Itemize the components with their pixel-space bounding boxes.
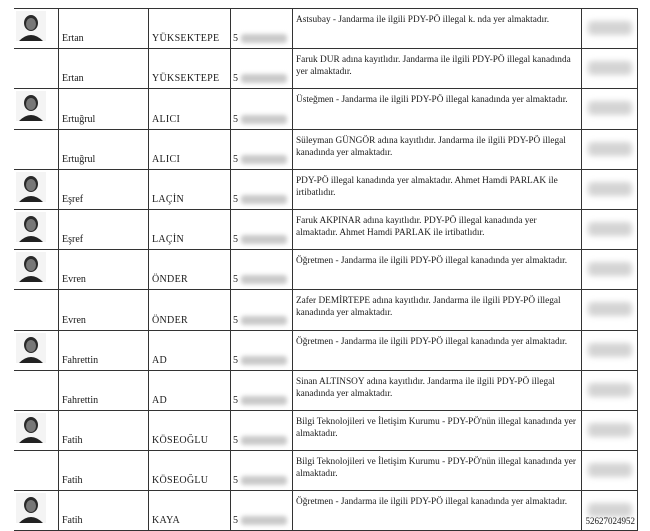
redacted-phone [241, 275, 287, 284]
description-cell [292, 290, 582, 329]
phone-prefix: 5 [233, 73, 238, 85]
face-icon [16, 91, 46, 121]
phone-cell [230, 451, 292, 490]
redacted-phone [241, 476, 287, 485]
last-name-cell [148, 451, 230, 490]
last-name-cell [148, 9, 230, 48]
last-name: LAÇİN [152, 193, 185, 205]
photo-cell [14, 130, 58, 169]
description-cell [292, 89, 582, 128]
photo-cell [14, 210, 58, 249]
id-cell [582, 170, 638, 209]
id-cell [582, 451, 638, 490]
last-name: LAÇİN [152, 234, 185, 246]
phone-cell [230, 89, 292, 128]
photo-cell [14, 491, 58, 530]
first-name: Fatih [62, 475, 83, 487]
face-icon [16, 333, 46, 363]
redacted-phone [241, 235, 287, 244]
id-cell [582, 130, 638, 169]
phone-prefix: 5 [233, 475, 238, 487]
redacted-phone [241, 316, 287, 325]
table-row [14, 130, 638, 170]
description-cell [292, 371, 582, 410]
phone-prefix: 5 [233, 354, 238, 366]
phone-prefix: 5 [233, 153, 238, 165]
photo-cell [14, 451, 58, 490]
face-icon [16, 252, 46, 282]
id-cell [582, 371, 638, 410]
photo-cell [14, 9, 58, 48]
photo-cell [14, 371, 58, 410]
redacted-id [588, 182, 632, 196]
first-name-cell [58, 9, 148, 48]
table-row [14, 411, 638, 451]
description: Öğretmen - Jandarma ile ilgili PDY-PÖ illegal kanadında yer almaktadır. [296, 256, 568, 267]
first-name-cell [58, 331, 148, 370]
first-name: Ertan [62, 33, 84, 45]
table-row [14, 170, 638, 210]
redacted-phone [241, 396, 287, 405]
id-number: 52627024952 [585, 516, 635, 527]
description-cell [292, 210, 582, 249]
phone-cell [230, 130, 292, 169]
redacted-id [588, 222, 632, 236]
redacted-phone [241, 195, 287, 204]
redacted-id [588, 21, 632, 35]
face-icon [16, 413, 46, 443]
last-name: AD [152, 394, 168, 406]
last-name: ÖNDER [152, 314, 188, 326]
last-name: KAYA [152, 515, 181, 527]
records-table [14, 8, 638, 531]
description-cell [292, 451, 582, 490]
redacted-id [588, 423, 632, 437]
photo-cell [14, 49, 58, 88]
description-cell [292, 49, 582, 88]
phone-cell [230, 331, 292, 370]
table-row [14, 290, 638, 330]
first-name-cell [58, 89, 148, 128]
description: Öğretmen - Jandarma ile ilgili PDY-PÖ illegal kanadında yer almaktadır. [296, 336, 568, 347]
table-row [14, 210, 638, 250]
table-row [14, 250, 638, 290]
phone-cell [230, 210, 292, 249]
last-name-cell [148, 130, 230, 169]
last-name-cell [148, 49, 230, 88]
phone-prefix: 5 [233, 515, 238, 527]
first-name: Eşref [62, 193, 84, 205]
photo-cell [14, 331, 58, 370]
id-cell [582, 89, 638, 128]
redacted-id [588, 101, 632, 115]
last-name-cell [148, 371, 230, 410]
table-row [14, 491, 638, 531]
id-cell [582, 331, 638, 370]
first-name: Ertan [62, 73, 84, 85]
last-name-cell [148, 331, 230, 370]
face-icon [16, 493, 46, 523]
last-name-cell [148, 250, 230, 289]
photo-cell [14, 290, 58, 329]
first-name: Fahrettin [62, 394, 99, 406]
last-name-cell [148, 290, 230, 329]
description: Zafer DEMİRTEPE adına kayıtlıdır. Jandarma ile ilgili PDY-PÖ illegal kanadında yer almaktadır. [296, 296, 561, 319]
first-name-cell [58, 210, 148, 249]
phone-prefix: 5 [233, 394, 238, 406]
redacted-id [588, 503, 632, 517]
id-cell [582, 411, 638, 450]
redacted-phone [241, 74, 287, 83]
description-cell [292, 130, 582, 169]
face-icon [16, 11, 46, 41]
description-cell [292, 331, 582, 370]
phone-cell [230, 491, 292, 530]
phone-prefix: 5 [233, 113, 238, 125]
face-icon [16, 172, 46, 202]
first-name: Ertuğrul [62, 113, 96, 125]
id-cell [582, 49, 638, 88]
last-name: KÖSEOĞLU [152, 475, 209, 487]
first-name-cell [58, 290, 148, 329]
face-icon [16, 212, 46, 242]
description: Bilgi Teknolojileri ve İletişim Kurumu - PDY-PÖ'nün illegal kanadında yer almaktadır. [296, 457, 576, 480]
first-name-cell [58, 371, 148, 410]
first-name-cell [58, 451, 148, 490]
id-cell [582, 290, 638, 329]
table-row [14, 331, 638, 371]
phone-prefix: 5 [233, 33, 238, 45]
last-name: KÖSEOĞLU [152, 435, 209, 447]
table-row [14, 49, 638, 89]
description: Faruk AKPINAR adına kayıtlıdır. PDY-PÖ illegal kanadında yer almaktadır. Ahmet Hamdi PARLAK ile irtibatlıdır. [296, 215, 537, 238]
phone-prefix: 5 [233, 274, 238, 286]
id-cell [582, 210, 638, 249]
table-row [14, 89, 638, 129]
last-name: ALICI [152, 113, 181, 125]
first-name-cell [58, 411, 148, 450]
table-row [14, 9, 638, 49]
description: Öğretmen - Jandarma ile ilgili PDY-PÖ illegal kanadında yer almaktadır. [296, 497, 568, 508]
last-name: AD [152, 354, 168, 366]
first-name-cell [58, 491, 148, 530]
table-row [14, 371, 638, 411]
redacted-id [588, 262, 632, 276]
phone-prefix: 5 [233, 314, 238, 326]
last-name-cell [148, 89, 230, 128]
redacted-id [588, 383, 632, 397]
first-name: Eşref [62, 234, 84, 246]
redacted-id [588, 302, 632, 316]
description: Üsteğmen - Jandarma ile ilgili PDY-PÖ illegal kanadında yer almaktadır. [296, 95, 568, 106]
id-cell [582, 491, 638, 530]
phone-cell [230, 170, 292, 209]
phone-cell [230, 411, 292, 450]
last-name-cell [148, 491, 230, 530]
description-cell [292, 411, 582, 450]
table-row [14, 451, 638, 491]
description: Bilgi Teknolojileri ve İletişim Kurumu - PDY-PÖ'nün illegal kanadında yer almaktadır. [296, 416, 576, 439]
id-cell [582, 9, 638, 48]
phone-cell [230, 250, 292, 289]
description: Sinan ALTINSOY adına kayıtlıdır. Jandarma ile ilgili PDY-PÖ illegal kanadında yer almaktadır. [296, 376, 555, 399]
description: Süleyman GÜNGÖR adına kayıtlıdır. Jandarma ile ilgili PDY-PÖ illegal kanadında yer almaktadır. [296, 135, 566, 158]
first-name: Evren [62, 314, 86, 326]
description: PDY-PÖ illegal kanadında yer almaktadır. Ahmet Hamdi PARLAK ile irtibatlıdır. [296, 175, 558, 198]
description-cell [292, 250, 582, 289]
last-name-cell [148, 411, 230, 450]
first-name: Ertuğrul [62, 153, 96, 165]
first-name-cell [58, 170, 148, 209]
first-name: Fatih [62, 435, 83, 447]
description: Astsubay - Jandarma ile ilgili PDY-PÖ illegal k. nda yer almaktadır. [296, 15, 550, 25]
phone-prefix: 5 [233, 234, 238, 246]
phone-prefix: 5 [233, 435, 238, 447]
last-name: YÜKSEKTEPE [152, 33, 220, 45]
first-name: Fatih [62, 515, 83, 527]
first-name: Fahrettin [62, 354, 99, 366]
redacted-phone [241, 356, 287, 365]
redacted-phone [241, 115, 287, 124]
photo-cell [14, 411, 58, 450]
description: Faruk DUR adına kayıtlıdır. Jandarma ile ilgili PDY-PÖ illegal kanadında yer almaktadır. [296, 55, 571, 78]
phone-cell [230, 9, 292, 48]
last-name-cell [148, 170, 230, 209]
first-name: Evren [62, 274, 86, 286]
phone-cell [230, 290, 292, 329]
photo-cell [14, 170, 58, 209]
last-name: YÜKSEKTEPE [152, 73, 220, 85]
first-name-cell [58, 250, 148, 289]
redacted-phone [241, 155, 287, 164]
description-cell [292, 170, 582, 209]
last-name-cell [148, 210, 230, 249]
redacted-phone [241, 34, 287, 43]
first-name-cell [58, 130, 148, 169]
last-name: ALICI [152, 153, 181, 165]
redacted-phone [241, 516, 287, 525]
photo-cell [14, 89, 58, 128]
last-name: ÖNDER [152, 274, 188, 286]
phone-prefix: 5 [233, 193, 238, 205]
photo-cell [14, 250, 58, 289]
first-name-cell [58, 49, 148, 88]
redacted-phone [241, 436, 287, 445]
redacted-id [588, 142, 632, 156]
redacted-id [588, 463, 632, 477]
phone-cell [230, 49, 292, 88]
redacted-id [588, 61, 632, 75]
phone-cell [230, 371, 292, 410]
id-cell [582, 250, 638, 289]
description-cell [292, 491, 582, 530]
redacted-id [588, 343, 632, 357]
description-cell [292, 9, 582, 48]
